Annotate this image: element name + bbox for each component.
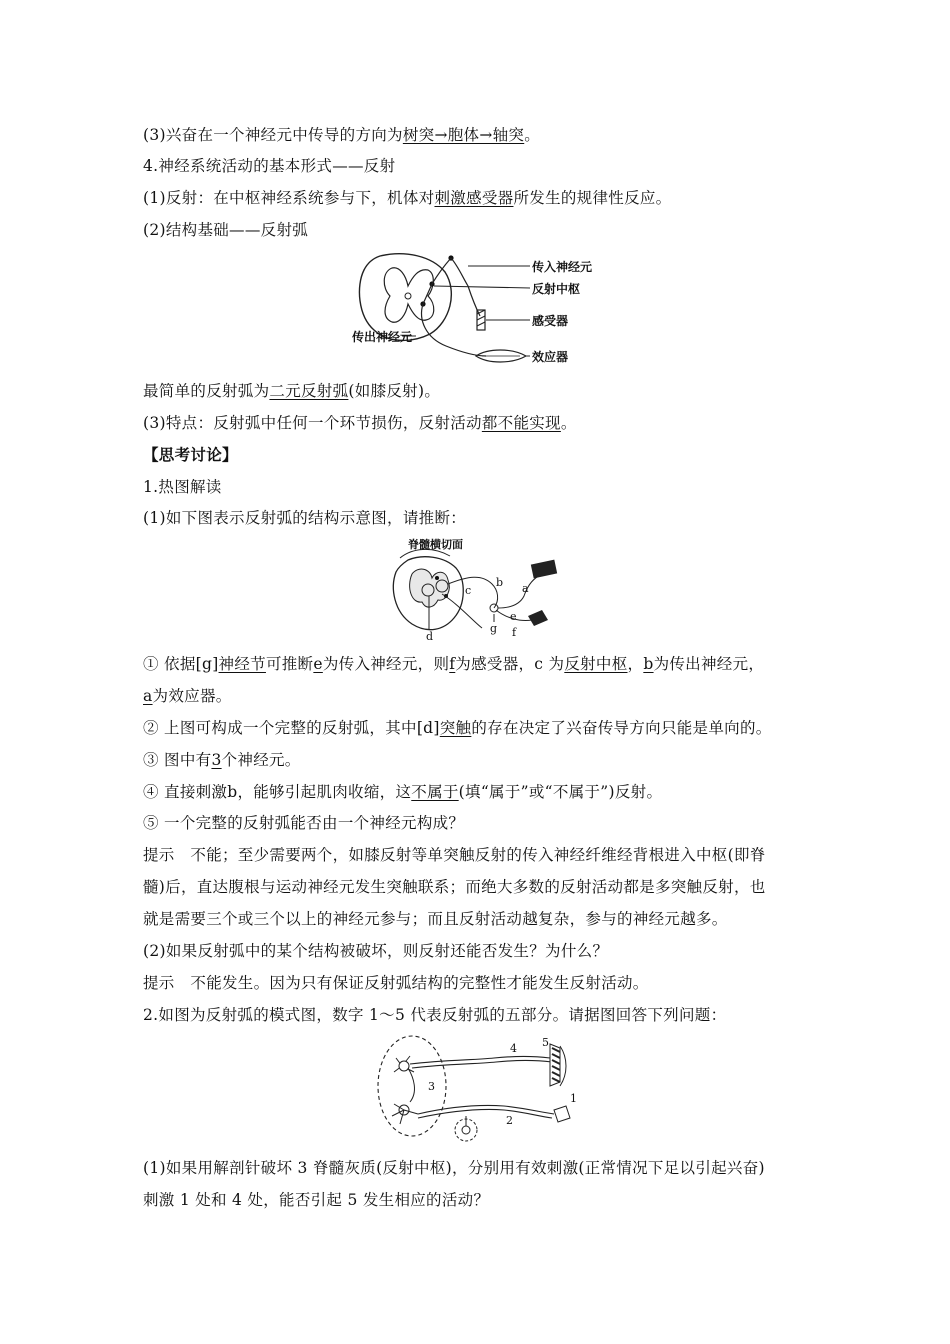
text-line-5: 最简单的反射弧为二元反射弧(如膝反射)。: [143, 382, 441, 400]
answer-blank: 都不能实现: [481, 414, 561, 432]
section-heading-4: 4.神经系统活动的基本形式——反射: [143, 157, 396, 175]
label-b: b: [496, 576, 504, 589]
text-line-12: ② 上图可构成一个完整的反射弧，其中[d]突触的存在决定了兴奋传导方向只能是单向的。: [143, 719, 772, 737]
text-line-4: (2)结构基础——反射弧: [143, 221, 309, 239]
text-line-8: 1.热图解读: [143, 478, 222, 496]
text-line-18: 就是需要三个或三个以上的神经元参与；而且反射活动越复杂，参与的神经元越多。: [143, 910, 728, 928]
text-line-22: (1)如果用解剖针破坏 3 脊髓灰质(反射中枢)，分别用有效刺激(正常情况下足以引起兴奋): [143, 1159, 765, 1177]
spinal-cord-figure: [382, 534, 562, 646]
text-line-20: 提示 不能发生。因为只有保证反射弧结构的完整性才能发生反射活动。: [143, 974, 649, 992]
label-a: a: [522, 582, 529, 595]
answer-blank: 二元反射弧: [269, 382, 349, 400]
answer-blank: a: [143, 687, 153, 705]
label-d: d: [426, 630, 434, 643]
text-line-13: ③ 图中有3个神经元。: [143, 751, 301, 769]
text-line-23: 刺激 1 处和 4 处，能否引起 5 发生相应的活动？: [143, 1191, 490, 1209]
answer-blank: 突触: [439, 719, 472, 737]
answer-blank: 神经节: [218, 655, 266, 673]
label-4: 4: [510, 1042, 517, 1055]
answer-blank: 反射中枢: [564, 655, 628, 673]
text-line-9: (1)如下图表示反射弧的结构示意图，请推断：: [143, 509, 467, 527]
label-g: g: [490, 622, 498, 635]
text-line-19: (2)如果反射弧中的某个结构被破坏，则反射还能否发生？为什么？: [143, 942, 609, 960]
answer-blank: 树突→胞体→轴突: [402, 126, 525, 144]
text-line-15: ⑤ 一个完整的反射弧能否由一个神经元构成？: [143, 814, 465, 832]
discussion-heading: 【思考讨论】: [143, 445, 238, 464]
text-line-14: ④ 直接刺激b，能够引起肌肉收缩，这不属于(填“属于”或“不属于”)反射。: [143, 783, 663, 801]
reflex-arc-figure: [350, 246, 610, 370]
figure-title: 脊髓横切面: [408, 538, 463, 551]
label-afferent-neuron: 传入神经元: [532, 260, 593, 274]
label-1: 1: [570, 1092, 577, 1105]
text-line-10: ① 依据[g]神经节可推断e为传入神经元，则f为感受器，c 为反射中枢，b为传出神经元，: [143, 655, 765, 673]
answer-blank: 刺激感受器: [434, 189, 514, 207]
text-line-17: 髓)后，直达腹根与运动神经元发生突触联系；而绝大多数的反射活动都是多突触反射，也: [143, 878, 766, 896]
answer-blank: f: [449, 655, 456, 673]
label-receptor: 感受器: [532, 314, 569, 328]
answer-blank: 不属于: [411, 783, 459, 801]
text-line-11: a为效应器。: [143, 687, 232, 705]
answer-blank: e: [313, 655, 323, 673]
label-efferent-neuron: 传出神经元: [352, 330, 413, 344]
label-effector: 效应器: [532, 350, 569, 364]
text-line-16: 提示 不能；至少需要两个，如膝反射等单突触反射的传入神经纤维经背根进入中枢(即脊: [143, 846, 766, 864]
text-line-3: (1)反射：在中枢神经系统参与下，机体对刺激感受器所发生的规律性反应。: [143, 189, 672, 207]
label-f: f: [512, 626, 517, 639]
label-e: e: [510, 610, 517, 623]
reflex-arc-model-figure: [374, 1034, 584, 1150]
answer-blank: b: [643, 655, 654, 673]
label-2: 2: [506, 1114, 513, 1127]
label-reflex-center: 反射中枢: [532, 282, 581, 296]
label-5: 5: [542, 1036, 549, 1049]
text-line-21: 2.如图为反射弧的模式图，数字 1～5 代表反射弧的五部分。请据图回答下列问题：: [143, 1006, 727, 1024]
label-c: c: [465, 584, 472, 597]
text-line-1: (3)兴奋在一个神经元中传导的方向为树突→胞体→轴突。: [143, 126, 541, 144]
label-3: 3: [428, 1080, 435, 1093]
text-line-6: (3)特点：反射弧中任何一个环节损伤，反射活动都不能实现。: [143, 414, 577, 432]
answer-blank: 3: [211, 751, 222, 769]
